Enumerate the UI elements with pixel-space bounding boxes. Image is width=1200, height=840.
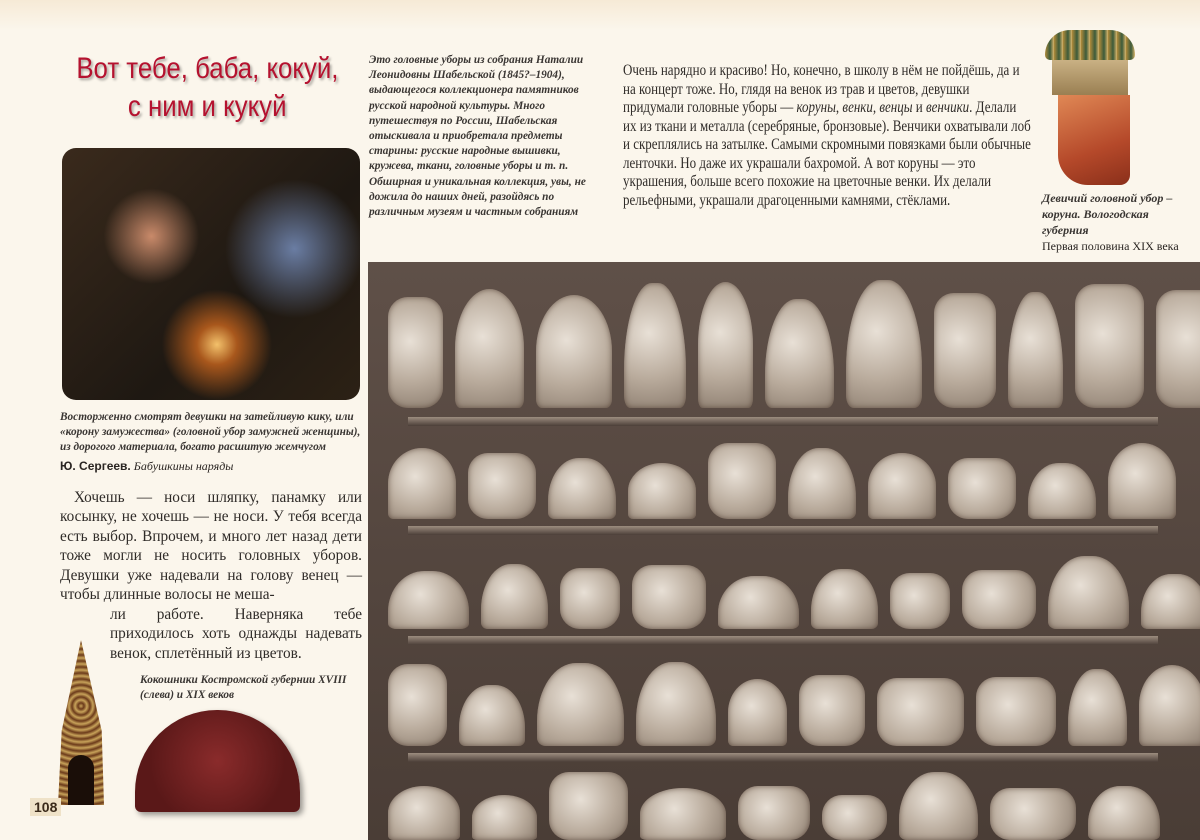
headdress [1108, 443, 1176, 519]
headdress [1028, 463, 1096, 519]
painting-caption: Восторженно смотрят девушки на затейливую кику, или «корону замужества» (головной убор замужней женщины), из дорогого материала, богато расшитую жемчугом [60, 411, 361, 454]
headdress [1048, 556, 1129, 629]
koruna-image [1040, 25, 1140, 185]
headdress [1139, 665, 1200, 746]
headdress [548, 458, 616, 519]
headdress [455, 289, 524, 408]
body-right-part2: . Делали их из ткани и металла (серебряные, бронзовые). Венчики охватывали лоб и скреплялись на затылке. Самыми скромными повязками были обычные ленточки. Но даже их украшали бахромой. А вот коруны — это украшения, больше всего похожие на цветочные венки. Их делали рельефными, украшали драгоценными камнями, стёклами. [623, 99, 1031, 209]
koruna-caption-italic: Девичий головной убор – коруна. Вологодская губерния [1042, 191, 1173, 237]
term-venchiki: венчики [926, 99, 970, 116]
headdress [799, 675, 865, 746]
koruna-caption [1042, 190, 1192, 254]
headdress [468, 453, 536, 519]
headdress [890, 573, 950, 629]
headdress [388, 786, 460, 840]
headdress [962, 570, 1036, 629]
title-line-1: Вот тебе, баба, кокуй, [76, 52, 339, 85]
headdress [549, 772, 628, 840]
headdress [636, 662, 716, 746]
headdress [822, 795, 887, 840]
headdress [1068, 669, 1127, 746]
headdress [560, 568, 620, 629]
headdress [1141, 574, 1200, 629]
headdress [738, 786, 810, 840]
headdress [788, 448, 856, 519]
sidebar-collection-text: Это головные уборы из собрания Наталии Леонидовны Шабельской (1845?–1904), выдающегося коллекционера памятников русской народной культуры. Много путешествуя по России, Шабельская отыскивала и приобретала предметы старины: русские народные вышивки, кружева, ткани, головные уборы и т. п. Обширная и уникальная коллекция, увы, не дожила до наших дней, разойдясь по различным музеям и частным собраниям [369, 54, 586, 219]
body-text-left-a: Хочешь — носи шляпку, панамку или косынку, не хочешь — не носи. У тебя всегда есть выбор. Впрочем, и много лет назад дети тоже могли не носить головных уборов. Девушки уже надевали на голову венец — чтобы длинные волосы не меша- [60, 488, 362, 604]
top-band [0, 0, 1200, 30]
headdress [877, 678, 964, 746]
separator: и [912, 99, 927, 116]
headdress [388, 571, 469, 629]
headdress [632, 565, 706, 629]
shelf [408, 753, 1158, 762]
headdress [728, 679, 787, 746]
headdress [811, 569, 878, 629]
headdress [948, 458, 1016, 519]
painting-image [62, 148, 360, 400]
koruna-caption-plain: Первая половина XIX века [1042, 239, 1179, 253]
headdress [1075, 284, 1144, 408]
page-number: 108 [30, 798, 61, 816]
headdress [868, 453, 936, 519]
kokoshnik-caption: Кокошники Костромской губернии XVIII (слева) и XIX веков [140, 674, 347, 702]
headdress [934, 293, 996, 408]
headdress [472, 795, 537, 840]
title-line-2: с ним и кукуй [128, 90, 287, 123]
headdress-collection-photo [368, 262, 1200, 840]
headdress [628, 463, 696, 519]
painting-credit [60, 459, 362, 474]
headdress [899, 772, 978, 840]
headdress [976, 677, 1056, 746]
headdress [459, 685, 525, 746]
headdress [388, 448, 456, 519]
headdress [990, 788, 1076, 840]
left-column [60, 410, 362, 704]
headdress [1156, 290, 1200, 408]
headdress [537, 663, 624, 746]
headdress [481, 564, 548, 629]
body-text-right [623, 62, 1033, 210]
headdress [718, 576, 799, 629]
shelf [408, 636, 1158, 645]
term-koruny: коруны [796, 99, 836, 116]
headdress [765, 299, 834, 408]
term-venki: венки, венцы [842, 99, 913, 116]
headdress [846, 280, 922, 408]
body-text-left-b: ли работе. Наверняка тебе приходилось хоть однажды надевать венок, сплетённый из цветов. [110, 605, 362, 662]
headdress [388, 297, 443, 408]
headdress [624, 283, 686, 408]
shelf [408, 417, 1158, 426]
credit-work: Бабушкины наряды [133, 458, 234, 473]
shelf [408, 526, 1158, 535]
headdress [708, 443, 776, 519]
page-title [55, 50, 360, 126]
headdress [698, 282, 753, 408]
headdress [388, 664, 447, 746]
body-right-part1: Очень нарядно и красиво! Но, конечно, в школу в нём не пойдёшь, да и на концерт тоже. Но, глядя на венок из трав и цветов, девушки придумали головные уборы — [623, 62, 1020, 116]
body-text-right-wrap [623, 62, 1033, 210]
headdress [640, 788, 726, 840]
kokoshnik-image-right [135, 710, 300, 812]
headdress [1088, 786, 1160, 840]
headdress [1008, 292, 1063, 408]
headdress [536, 295, 612, 408]
separator: , [835, 99, 843, 116]
credit-author: Ю. Сергеев. [60, 458, 131, 473]
